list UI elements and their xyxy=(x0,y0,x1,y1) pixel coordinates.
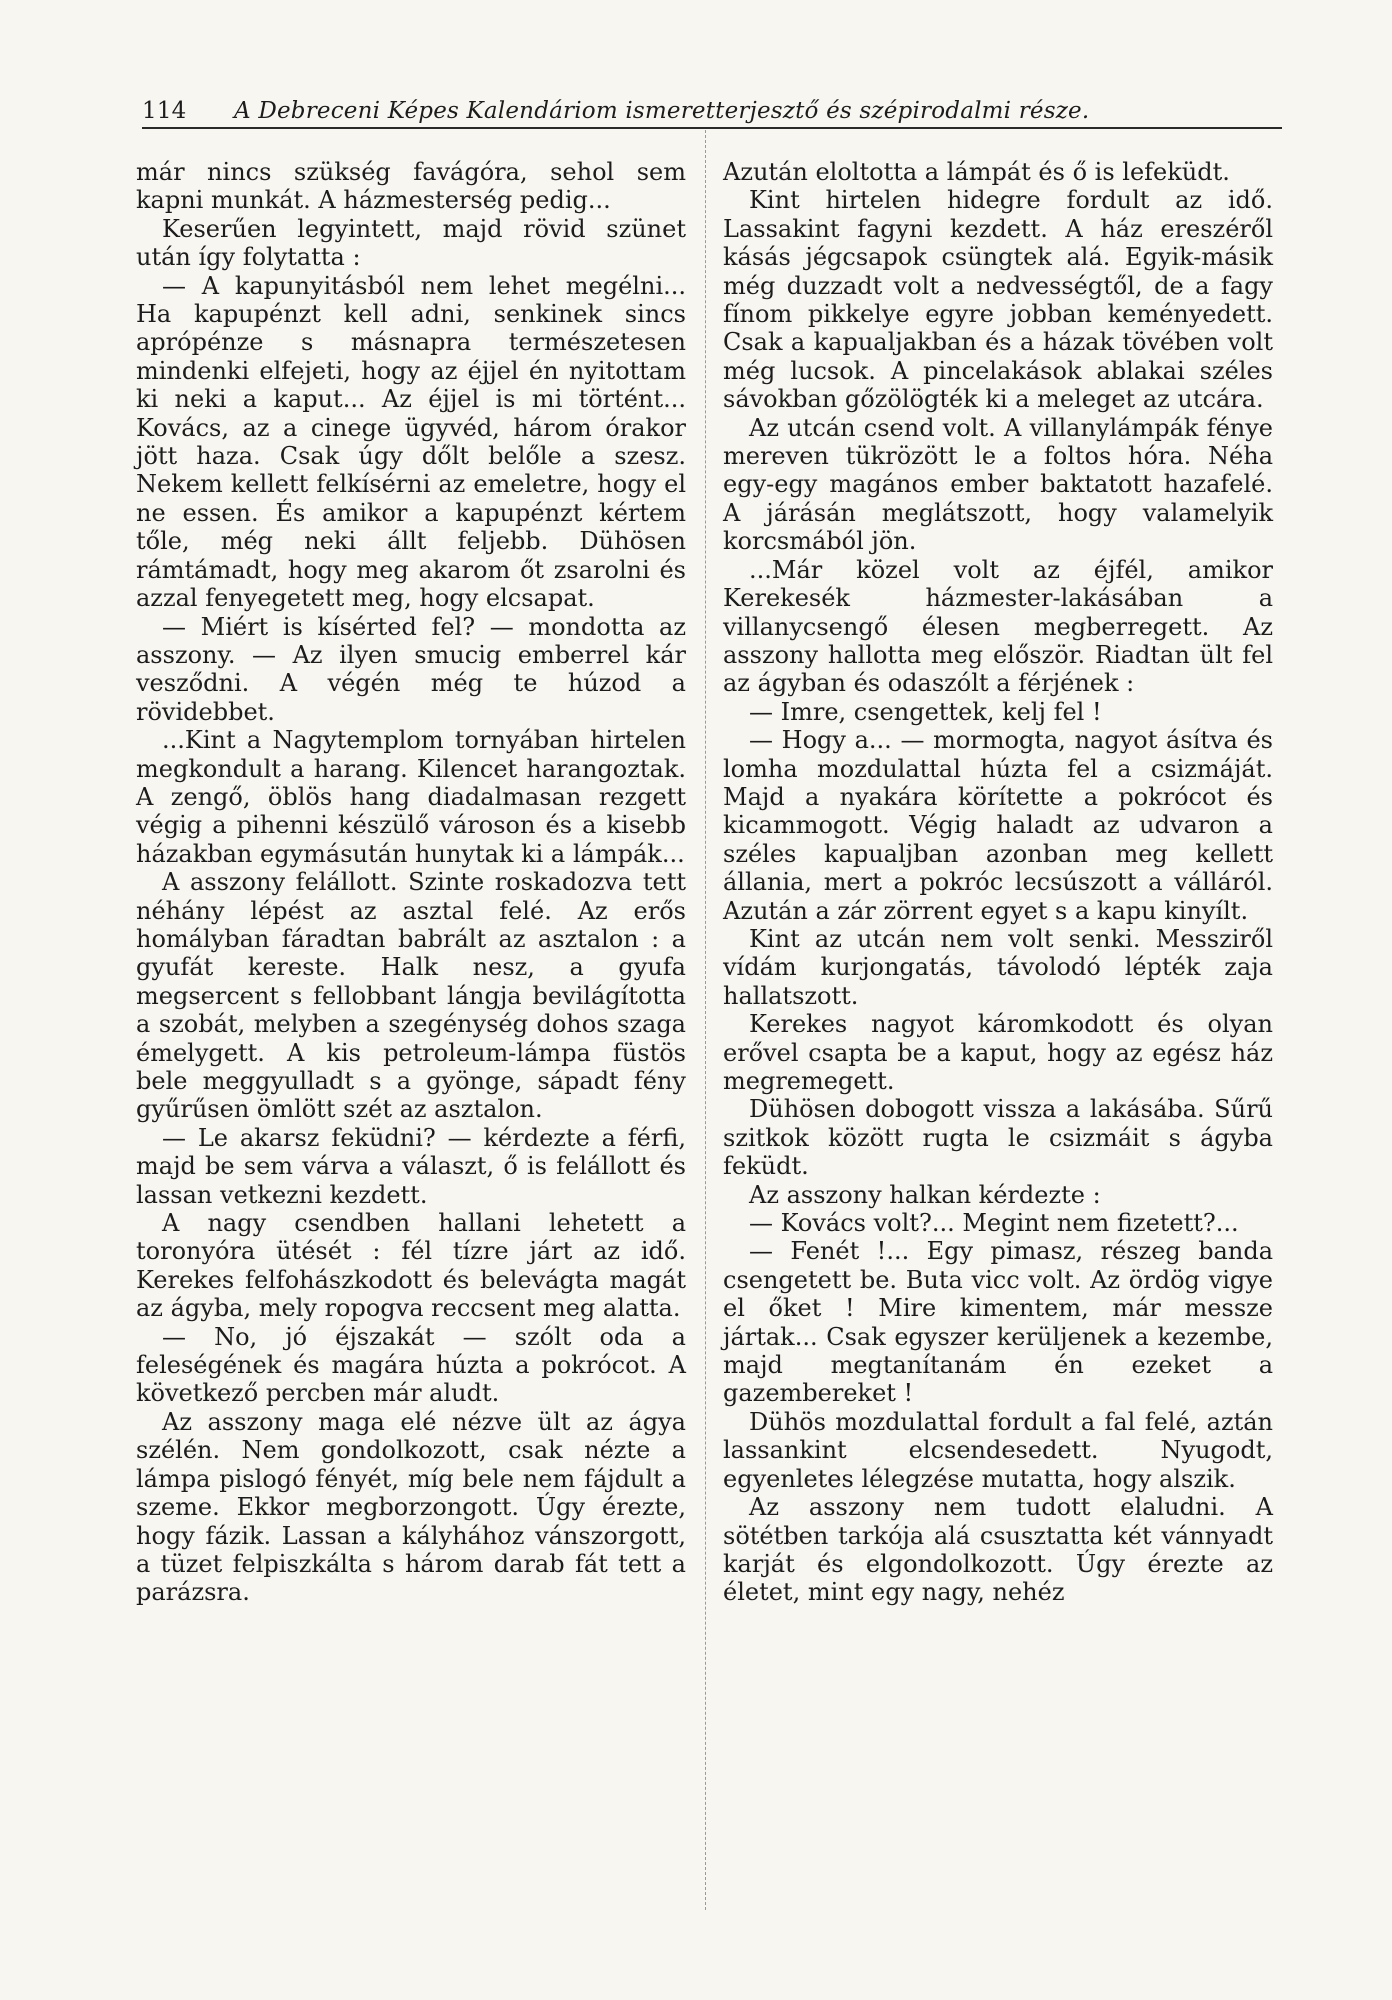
left-column xyxy=(136,158,686,1607)
page-header xyxy=(142,98,1282,129)
paragraph: Az asszony halkan kérdezte : xyxy=(749,1180,1101,1209)
paragraph: — Hogy a... — mormogta, nagyot ásítva és lomha mozdulattal húzta fel a csizmáját. Majd a nyakára körítette a pokrócot és kicammogott. Végig haladt az udvaron a széles kapualjban azonban meg kellett állania, mert a pokróc lecsúszott a válláról. Azután a zár zörrent egyet s a kapu kinyílt. xyxy=(723,726,1273,925)
paragraph: A asszony felállott. Szinte roskadozva tett néhány lépést az asztal felé. Az erős homályban fáradtan babrált az asztalon : a gyufát kereste. Halk nesz, a gyufa megsercent s fellobbant lángja bevilágította a szobát, melyben a szegénység dohos szaga émelygett. A kis petroleum-lámpa füstös bele meggyulladt s a gyönge, sápadt fény gyűrűsen ömlött szét az asztalon. xyxy=(136,868,686,1124)
paragraph: Kint az utcán nem volt senki. Messziről vídám kurjongatás, távolodó lépték zaja hallatszott. xyxy=(723,924,1273,1010)
paragraph: Kerekes nagyot káromkodott és olyan erővel csapta be a kaput, hogy az egész ház megremegett. xyxy=(723,1010,1273,1095)
paragraph: Keserűen legyintett, majd rövid szünet után így folytatta : xyxy=(136,214,686,272)
paragraph: — No, jó éjszakát — szólt oda a feleségének és magára húzta a pokrócot. A következő percben már aludt. xyxy=(136,1322,686,1408)
page-number: 114 xyxy=(142,98,187,124)
paragraph: Az utcán csend volt. A villanylámpák fénye mereven tükrözött le a foltos hóra. Néha egy-egy magános ember baktatott hazafelé. A járásán meglátszott, hogy valamelyik korcsmából jön. xyxy=(723,413,1273,556)
paragraph: Dühösen dobogott vissza a lakásába. Sűrű szitkok között rugta le csizmáit s ágyba feküdt. xyxy=(723,1095,1273,1181)
paragraph: Kint hirtelen hidegre fordult az idő. Lassakint fagyni kezdett. A ház ereszéről kásás jégcsapok csüngtek alá. Egyik-másik még duzzadt volt a nedvességtől, de a fagy fínom pikkelye egyre jobban keményedett. Csak a kapualjakban és a házak tövében volt még lucsok. A pincelakások ablakai széles sávokban gőzölögték ki a meleget az utcára. xyxy=(723,186,1273,414)
paragraph: — Miért is kísérted fel? — mondotta az asszony. — Az ilyen smucig emberrel kár vesződni. A végén még te húzod a rövidebbet. xyxy=(136,612,686,726)
paragraph: ...Már közel volt az éjfél, amikor Kerekesék házmester-lakásában a villanycsengő élesen megberregett. Az asszony hallotta meg először. Riadtan ült fel az ágyban és odaszólt a férjének : xyxy=(723,555,1273,698)
running-title: A Debreceni Képes Kalendáriom ismeretterjesztő és szépirodalmi része. xyxy=(234,98,1090,124)
paragraph: A nagy csendben hallani lehetett a toronyóra ütését : fél tízre járt az idő. Kerekes felfohászkodott és belevágta magát az ágyba, mely ropogva reccsent meg alatta. xyxy=(136,1209,686,1323)
paragraph: Dühös mozdulattal fordult a fal felé, aztán lassankint elcsendesedett. Nyugodt, egyenletes lélegzése mutatta, hogy alszik. xyxy=(723,1407,1273,1493)
paragraph: — A kapunyitásból nem lehet megélni... Ha kapupénzt kell adni, senkinek sincs aprópénze s másnapra természetesen mindenki elfejeti, hogy az éjjel én nyitottam ki neki a kaput... Az éjjel is mi történt... Kovács, az a cinege ügyvéd, három órakor jött haza. Csak úgy dőlt belőle a szesz. Nekem kellett felkísérni az emeletre, hogy el ne essen. És amikor a kapupénzt kértem tőle, még neki állt feljebb. Dühösen rámtámadt, hogy meg akarom őt zsarolni és azzal fenyegetett meg, hogy elcsapat. xyxy=(136,271,686,613)
paragraph: ...Kint a Nagytemplom tornyában hirtelen megkondult a harang. Kilencet harangoztak. A zengő, öblös hang diadalmasan rezgett végig a pihenni készülő városon és a kisebb házakban egymásután hunytak ki a lámpák... xyxy=(136,726,686,868)
paragraph: Az asszony nem tudott elaludni. A sötétben tarkója alá csusztatta két vánnyadt karját és elgondolkozott. Úgy érezte az életet, mint egy nagy, nehéz xyxy=(723,1493,1273,1607)
paragraph: — Imre, csengettek, kelj fel ! xyxy=(749,697,1102,726)
paragraph: — Kovács volt?... Megint nem fizetett?... xyxy=(749,1209,1239,1238)
column-divider xyxy=(705,130,706,1910)
paragraph: Az asszony maga elé nézve ült az ágya szélén. Nem gondolkozott, csak nézte a lámpa pislogó fényét, míg bele nem fájdult a szeme. Ekkor megborzongott. Úgy érezte, hogy fázik. Lassan a kályhához vánszorgott, a tüzet felpiszkálta s három darab fát tett a parázsra. xyxy=(136,1407,686,1607)
paragraph: — Fenét !... Egy pimasz, részeg banda csengetett be. Buta vicc volt. Az ördög vigye el őket ! Mire kimentem, már messze jártak... Csak egyszer kerüljenek a kezembe, majd megtanítanám én ezeket a gazembereket ! xyxy=(723,1237,1273,1408)
paragraph: — Le akarsz feküdni? — kérdezte a férfi, majd be sem várva a választ, ő is felállott és lassan vetkezni kezdett. xyxy=(136,1123,686,1209)
paragraph: már nincs szükség favágóra, sehol sem kapni munkát. A házmesterség pedig... xyxy=(136,158,686,215)
paragraph: Azután eloltotta a lámpát és ő is lefeküdt. xyxy=(723,158,1230,186)
right-column xyxy=(723,158,1273,1607)
